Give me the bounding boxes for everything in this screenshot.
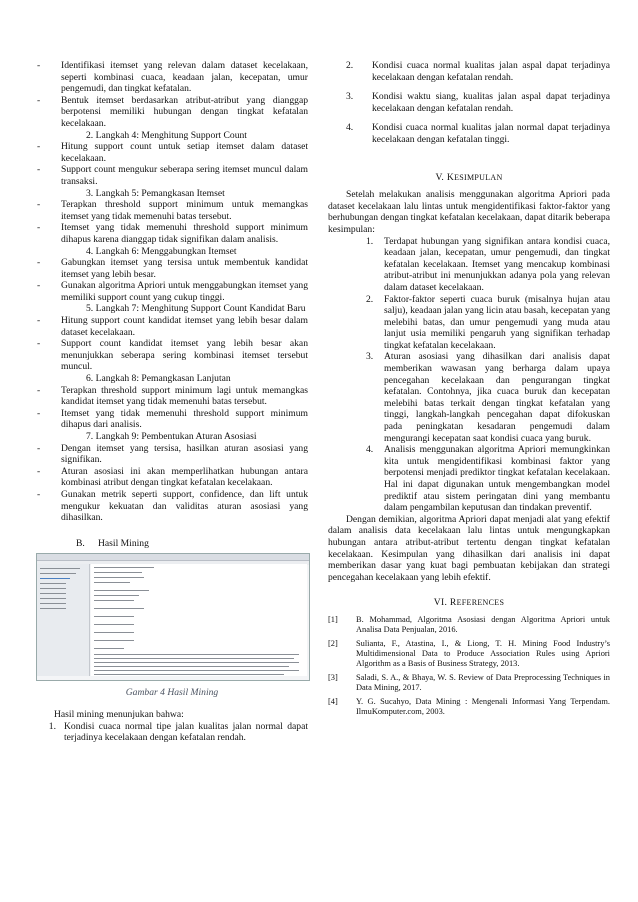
bullet-item: - Hitung support count untuk setiap itemset dalam dataset kecelakaan. bbox=[37, 141, 308, 164]
bullet-item: - Itemset yang tidak memenuhi threshold support minimum dihapus dari analisis. bbox=[37, 407, 308, 431]
conclusion-item: 2. Faktor-faktor seperti cuaca buruk (misalnya hujan atau salju), keadaan jalan yang licin atau basah, kecepatan yang melebihi batas, dan umur pengemudi yang muda atau lanjut usia memiliki pengaruh yang signifikan terhadap tingkat kefatalan kecelakaan. bbox=[366, 293, 610, 351]
bullet-item: - Itemset yang tidak memenuhi threshold support minimum dihapus karena dianggap tidak signifikan dalam analisis. bbox=[37, 222, 308, 245]
result-item: 3. Kondisi waktu siang, kualitas jalan aspal dapat terjadinya kecelakaan dengan kefatalan rendah. bbox=[346, 91, 610, 114]
result-item: 1. Kondisi cuaca normal tipe jalan kualitas jalan normal dapat terjadinya kecelakaan dengan kefatalan rendah. bbox=[48, 720, 308, 744]
bullet-item: - Dengan itemset yang tersisa, hasilkan aturan asosiasi yang signifikan. bbox=[37, 442, 308, 466]
results-intro: Hasil mining menunjukan bahwa: bbox=[54, 708, 184, 720]
step-heading: 2. Langkah 4: Menghitung Support Count bbox=[86, 129, 247, 141]
reference-item: [3] Saladi, S. A., & Bhaya, W. S. Review of Data Preprocessing Techniques in Data Mining, 2017. bbox=[328, 672, 610, 692]
conclusion-item: 1. Terdapat hubungan yang signifikan antara kondisi cuaca, keadaan jalan, kecepatan, umur pengemudi, dan tingkat kefatalan kecelakaan. Itemset yang mencakup kombinasi atribut-atribut ini menunjukkan adanya pola yang relevan dalam dataset kecelakaan. bbox=[366, 235, 610, 293]
screenshot-titlebar bbox=[37, 554, 309, 561]
bullet-item: - Hitung support count kandidat itemset yang lebih besar dalam dataset kecelakaan. bbox=[37, 315, 308, 338]
result-item: 2. Kondisi cuaca normal kualitas jalan aspal dapat terjadinya kecelakaan dengan kefatalan rendah. bbox=[346, 60, 610, 83]
step-heading: 6. Langkah 8: Pemangkasan Lanjutan bbox=[86, 373, 231, 385]
right-column bbox=[328, 60, 610, 721]
reference-item: [1] B. Mohammad, Algoritma Asosiasi dengan Algoritma Apriori untuk Analisa Data Penjualan, 2016. bbox=[328, 614, 610, 634]
bullet-item: - Terapkan threshold support minimum untuk memangkas itemset yang tidak memenuhi batas tersebut. bbox=[37, 199, 308, 222]
bullet-item: - Identifikasi itemset yang relevan dalam dataset kecelakaan, seperti kombinasi cuaca, keadaan jalan, kecepatan, umur pengemudi, dan tingkat kefatalan. bbox=[37, 60, 308, 95]
step-heading: 5. Langkah 7: Menghitung Support Count Kandidat Baru bbox=[86, 303, 306, 315]
mining-result-screenshot bbox=[36, 553, 310, 681]
conclusion-intro: Setelah melakukan analisis menggunakan algoritma Apriori pada dataset kecelakaan lalu lintas untuk mengidentifikasi faktor-faktor yang berhubungan dengan tingkat kefatalan kecelakaan, dapat ditarik beberapa kesimpulan: bbox=[328, 189, 610, 235]
step-heading: 7. Langkah 9: Pembentukan Aturan Asosiasi bbox=[86, 431, 257, 442]
reference-item: [4] Y. G. Sucahyo, Data Mining : Mengenali Informasi Yang Terpendam. IlmuKomputer.com, 2003. bbox=[328, 696, 610, 716]
conclusion-item: 3. Aturan asosiasi yang dihasilkan dari analisis dapat memberikan wawasan yang berharga dalam upaya pencegahan kecelakaan dan pengurangan tingkat kefatalan. Contohnya, jika cuaca buruk dan kecepatan melebihi batas terkait dengan tingkat kefatalan yang tinggi, langkah-langkah pencegahan dapat difokuskan pada peningkatan kesadaran pengemudi dalam mengurangi kecepatan saat kondisi cuaca yang buruk. bbox=[366, 351, 610, 444]
bullet-item: - Support count kandidat itemset yang lebih besar akan menunjukkan seberapa sering kombinasi itemset tersebut muncul. bbox=[37, 338, 308, 373]
bullet-item: - Gunakan algoritma Apriori untuk menggabungkan itemset yang memiliki support count yang cukup tinggi. bbox=[37, 280, 308, 303]
bullet-item: - Gabungkan itemset yang tersisa untuk membentuk kandidat itemset yang lebih besar. bbox=[37, 257, 308, 280]
section-heading-references: VI. REFERENCES bbox=[433, 597, 505, 609]
screenshot-side-panel bbox=[37, 564, 90, 676]
screenshot-output-area bbox=[91, 564, 307, 676]
reference-item: [2] Sulianta, F., Atastina, I., & Liong, T. H. Mining Food Industry’s Multidimensional Data to Produce Association Rules using Apriori Algorithm as a Basis of Business Strategy, 2013. bbox=[328, 638, 610, 668]
section-heading-kesimpulan: V. KESIMPULAN bbox=[435, 171, 503, 183]
left-column bbox=[36, 60, 308, 748]
result-item: 4. Kondisi cuaca normal kualitas jalan normal dapat terjadinya kecelakaan dengan kefatalan tinggi. bbox=[346, 122, 610, 145]
bullet-item: - Aturan asosiasi ini akan memperlihatkan hubungan antara kombinasi atribut dengan tingkat kefatalan kecelakaan. bbox=[37, 465, 308, 489]
bullet-item: - Gunakan metrik seperti support, confidence, dan lift untuk mengukur kekuatan dan validitas aturan asosiasi yang dihasilkan. bbox=[37, 488, 308, 524]
bullet-item: - Support count mengukur seberapa sering itemset muncul dalam transaksi. bbox=[37, 164, 308, 187]
figure-caption: Gambar 4 Hasil Mining bbox=[125, 687, 219, 699]
step-heading: 4. Langkah 6: Menggabungkan Itemset bbox=[86, 245, 237, 257]
bullet-item: - Terapkan threshold support minimum lagi untuk memangkas kandidat itemset yang tidak memenuhi batas tersebut. bbox=[37, 384, 308, 408]
conclusion-item: 4. Analisis menggunakan algoritma Apriori memungkinkan kita untuk mengidentifikasi kombinasi faktor yang berpotensi menjadi prediktor tingkat kefatalan kecelakaan. Hal ini dapat digunakan untuk mengembangkan model prediktif atau sistem peringatan dini yang membantu dalam pengambilan keputusan dan tindakan preventif. bbox=[366, 444, 610, 514]
step-list bbox=[36, 60, 308, 524]
reference-list bbox=[328, 615, 610, 717]
conclusion-outro: Dengan demikian, algoritma Apriori dapat menjadi alat yang efektif dalam analisis data kecelakaan lalu lintas untuk mengungkapkan hubungan antara atribut-atribut tertentu dengan tingkat kefatalan kecelakaan. Kesimpulan yang dihasilkan dari analisis ini dapat memberikan dasar yang kuat bagi pembuatan kebijakan dan strategi pencegahan kecelakaan yang lebih efektif. bbox=[328, 513, 610, 583]
step-heading: 3. Langkah 5: Pemangkasan Itemset bbox=[86, 187, 225, 199]
subsection-heading: B. Hasil Mining bbox=[76, 537, 149, 549]
bullet-item: - Bentuk itemset berdasarkan atribut-atribut yang dianggap berpotensi memiliki hubungan dengan tingkat kefatalan kecelakaan. bbox=[37, 94, 308, 129]
